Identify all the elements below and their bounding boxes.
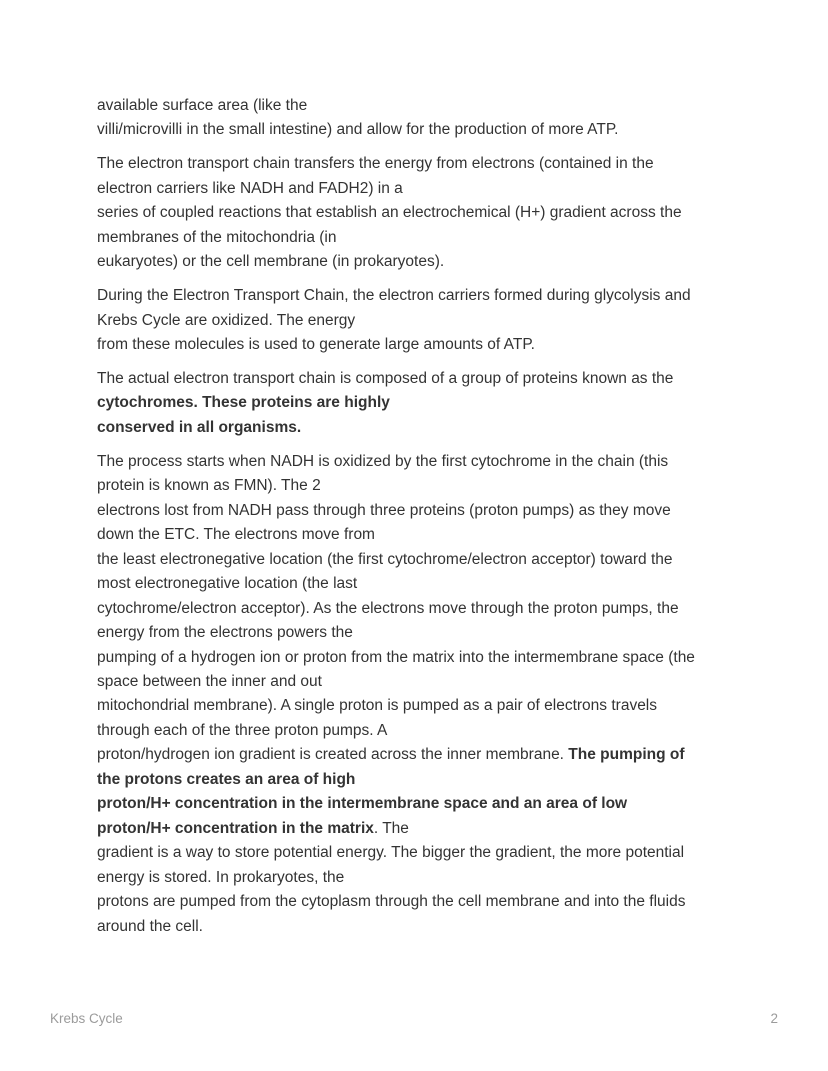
text-line	[97, 499, 757, 523]
text-line	[97, 646, 757, 670]
text-line	[97, 226, 757, 250]
text-segment: energy is stored. In prokaryotes, the	[97, 868, 345, 886]
text-line	[97, 817, 757, 841]
text-segment: membranes of the mitochondria (in	[97, 228, 337, 246]
text-segment: available surface area (like the	[97, 97, 308, 114]
text-line	[97, 177, 757, 201]
text-segment: protons are pumped from the cytoplasm through the cell membrane and into the fluids	[97, 893, 686, 911]
text-line	[97, 118, 757, 142]
text-segment: mitochondrial membrane). A single proton is pumped as a pair of electrons travels	[97, 697, 658, 715]
text-segment: electron carriers like NADH and FADH2) in a	[97, 179, 403, 197]
text-segment: the least electronegative location (the first cytochrome/electron acceptor) toward the	[97, 550, 673, 568]
text-line	[97, 391, 757, 415]
text-segment: proton/hydrogen ion gradient is created across the inner membrane.	[97, 746, 569, 764]
text-line	[97, 866, 757, 890]
text-segment: The actual electron transport chain is composed of a group of proteins known as the	[97, 370, 674, 388]
text-line	[97, 548, 757, 572]
text-segment: pumping of a hydrogen ion or proton from the matrix into the intermembrane space (the	[97, 648, 695, 666]
bold-text-segment: proton/H+ concentration in the matrix	[97, 819, 374, 837]
text-segment: During the Electron Transport Chain, the electron carriers formed during glycolysis and	[97, 287, 691, 305]
paragraph	[97, 152, 757, 274]
text-segment: eukaryotes) or the cell membrane (in prokaryotes).	[97, 253, 445, 271]
text-segment: space between the inner and out	[97, 672, 322, 690]
text-segment: villi/microvilli in the small intestine) and allow for the production of more ATP.	[97, 121, 619, 139]
paragraph	[97, 450, 757, 939]
paragraph	[97, 367, 757, 440]
text-line	[97, 915, 757, 939]
text-line	[97, 597, 757, 621]
text-segment: The process starts when NADH is oxidized by the first cytochrome in the chain (this	[97, 452, 669, 470]
paragraph	[97, 94, 757, 143]
text-line	[97, 250, 757, 274]
bold-text-segment: the protons creates an area of high	[97, 770, 356, 788]
text-line	[97, 474, 757, 498]
text-segment: gradient is a way to store potential energy. The bigger the gradient, the more potential	[97, 844, 685, 862]
text-line	[97, 333, 757, 357]
text-line	[97, 890, 757, 914]
text-line	[97, 743, 757, 767]
text-line	[97, 841, 757, 865]
text-line	[97, 621, 757, 645]
text-segment: . The	[373, 819, 409, 837]
text-segment: energy from the electrons powers the	[97, 624, 353, 642]
page-footer	[50, 1011, 778, 1027]
document-body	[97, 94, 757, 948]
footer-page-number: 2	[770, 1011, 778, 1026]
text-line	[97, 450, 757, 474]
text-line	[97, 719, 757, 743]
text-line	[97, 284, 757, 308]
text-line	[97, 201, 757, 225]
text-segment: Krebs Cycle are oxidized. The energy	[97, 311, 356, 329]
text-segment: through each of the three proton pumps. A	[97, 721, 388, 739]
text-line	[97, 523, 757, 547]
bold-text-segment: conserved in all organisms.	[97, 418, 302, 436]
text-segment: protein is known as FMN). The 2	[97, 477, 321, 495]
text-line	[97, 416, 757, 440]
text-segment: series of coupled reactions that establish an electrochemical (H+) gradient across the	[97, 204, 682, 222]
text-segment: The electron transport chain transfers the energy from electrons (contained in the	[97, 155, 654, 173]
text-line	[97, 670, 757, 694]
text-segment: from these molecules is used to generate large amounts of ATP.	[97, 336, 535, 354]
paragraph	[97, 284, 757, 357]
bold-text-segment: The pumping of	[568, 746, 685, 764]
text-line	[97, 152, 757, 176]
footer-document-title: Krebs Cycle	[50, 1011, 123, 1026]
text-line	[97, 572, 757, 596]
text-line	[97, 94, 757, 118]
text-line	[97, 694, 757, 718]
text-line	[97, 309, 757, 333]
text-line	[97, 792, 757, 816]
text-segment: cytochrome/electron acceptor). As the electrons move through the proton pumps, the	[97, 599, 679, 617]
bold-text-segment: proton/H+ concentration in the intermembrane space and an area of low	[97, 795, 628, 813]
text-segment: down the ETC. The electrons move from	[97, 526, 375, 544]
text-segment: electrons lost from NADH pass through three proteins (proton pumps) as they move	[97, 501, 671, 519]
text-segment: most electronegative location (the last	[97, 575, 358, 593]
text-line	[97, 367, 757, 391]
bold-text-segment: cytochromes. These proteins are highly	[97, 394, 390, 412]
text-line	[97, 768, 757, 792]
text-segment: around the cell.	[97, 917, 203, 935]
